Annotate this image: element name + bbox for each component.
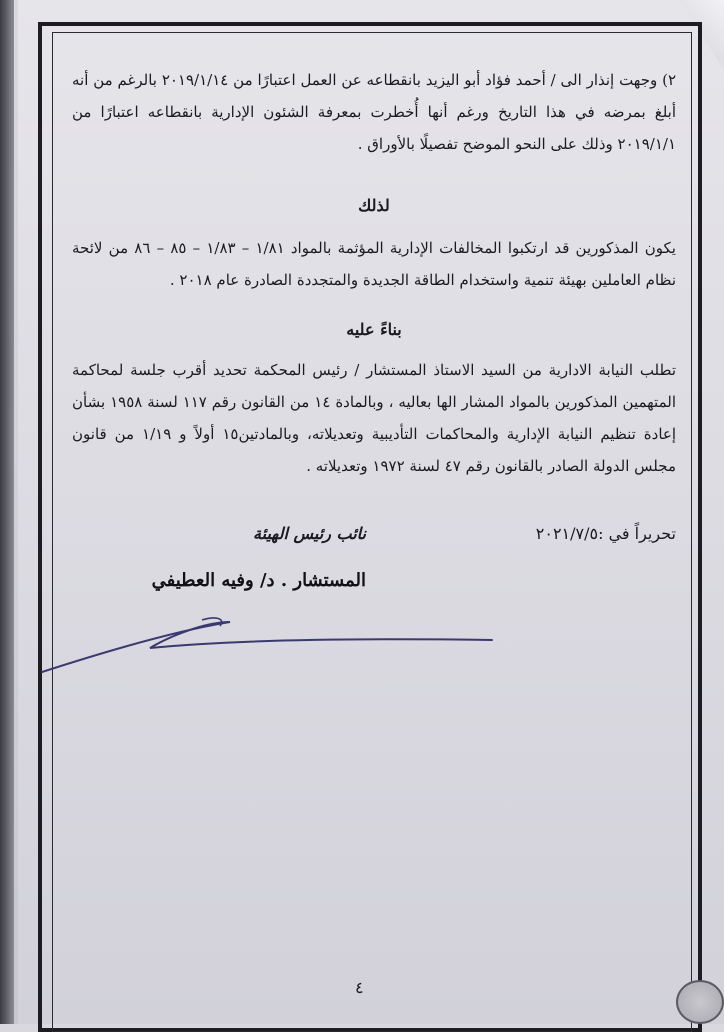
signature-row	[72, 524, 676, 558]
heading-therefore: لذلك	[358, 196, 390, 215]
page-shadow	[0, 0, 14, 1024]
paragraph-violations: يكون المذكورين قد ارتكبوا المخالفات الإدارية المؤثمة بالمواد ١/٨١ – ١/٨٣ – ٨٥ – ٨٦ من لائحة نظام العاملين بهيئة تنمية واستخدام الطاقة الجديدة والمتجددة الصادرة عام ٢٠١٨ .	[72, 239, 676, 289]
seal-stamp	[676, 980, 724, 1024]
issue-date: تحريراً في :٢٠٢١/٧/٥	[535, 524, 676, 543]
signatory-title: نائب رئيس الهيئة	[253, 524, 366, 543]
page-number: ٤	[355, 978, 364, 997]
heading-accordingly: بناءً عليه	[346, 320, 402, 339]
paragraph-request: تطلب النيابة الادارية من السيد الاستاذ المستشار / رئيس المحكمة تحديد أقرب جلسة لمحاكمة المتهمين المذكورين بالمواد المشار الها بعاليه ، وبالمادة ١٤ من القانون رقم ١١٧ لسنة ١٩٥٨ بشأن إعادة تنظيم النيابة الإدارية والمحاكمات التأديبية وتعديلاته، وبالمادتين١٥ أولاً و ١/١٩ من قانون مجلس الدولة الصادر بالقانون رقم ٤٧ لسنة ١٩٧٢ وتعديلاته .	[72, 361, 677, 475]
signatory-name: المستشار . د/ وفيه العطيفي	[151, 570, 366, 591]
document-body	[72, 64, 676, 482]
paragraph-warning: ٢) وجهت إنذار الى / أحمد فؤاد أبو اليزيد بانقطاعه عن العمل اعتبارًا من ٢٠١٩/١/١٤ بالرغم من أنه أبلغ بمرضه في هذا التاريخ ورغم أنها أُخطرت بمعرفة الشئون الإدارية بانقطاعه اعتبارًا من ٢٠١٩/١/١ وذلك على النحو الموضح تفصيلًا بالأوراق .	[72, 71, 676, 153]
handwritten-signature	[30, 600, 510, 690]
